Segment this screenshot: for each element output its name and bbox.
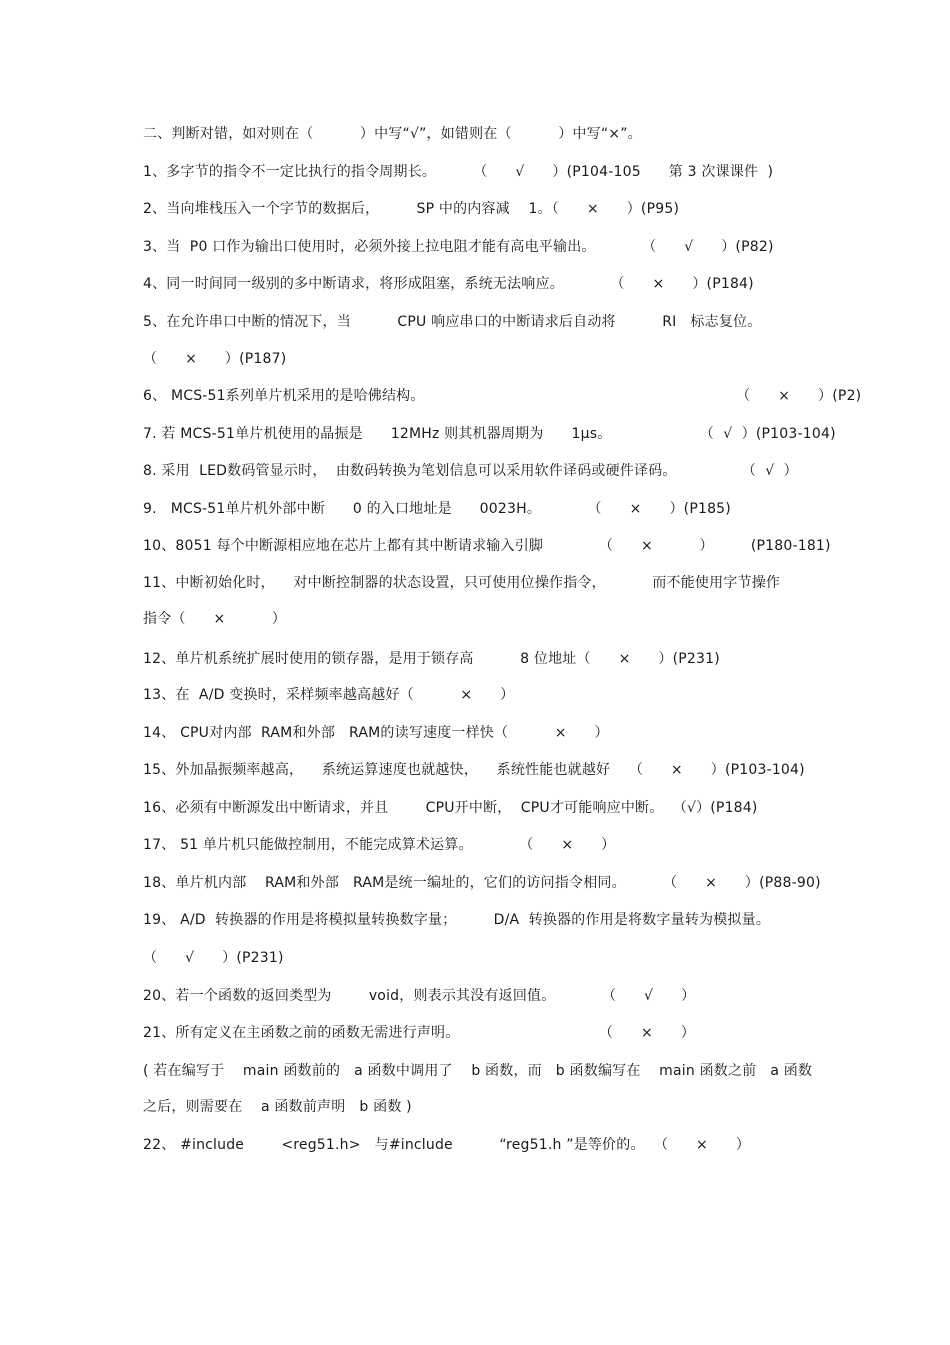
question-12: 12、单片机系统扩展时使用的锁存器，是用于锁存高 8 位地址（ × ）(P231) <box>143 651 720 667</box>
question-4: 4、同一时间同一级别的多中断请求，将形成阻塞，系统无法响应。 （ × ）(P184) <box>143 276 754 292</box>
question-11: 11、中断初始化时， 对中断控制器的状态设置，只可使用位操作指令， 而不能使用字节操作 <box>143 575 781 591</box>
question-16: 16、必须有中断源发出中断请求，并且 CPU开中断， CPU才可能响应中断。 （√）(P184) <box>143 800 758 816</box>
question-20: 20、若一个函数的返回类型为 void，则表示其没有返回值。 （ √ ） <box>143 988 696 1004</box>
section-heading: 二、判断对错，如对则在（ ）中写“√”，如错则在（ ）中写“×”。 <box>143 126 642 142</box>
question-11-continued: 指令（ × ） <box>143 611 287 627</box>
question-5-answer: （ × ）(P187) <box>143 351 287 367</box>
question-19: 19、 A/D 转换器的作用是将模拟量转换数字量； D/A 转换器的作用是将数字量转为模拟量。 <box>143 912 771 928</box>
question-19-answer: （ √ ）(P231) <box>143 950 284 966</box>
question-3: 3、当 P0 口作为输出口使用时，必须外接上拉电阻才能有高电平输出。 （ √ ）(P82) <box>143 239 774 255</box>
question-15: 15、外加晶振频率越高， 系统运算速度也就越快， 系统性能也就越好 （ × ）(P103-104) <box>143 762 805 778</box>
question-18: 18、单片机内部 RAM和外部 RAM是统一编址的，它们的访问指令相同。 （ × ）(P88-90) <box>143 875 821 891</box>
question-5: 5、在允许串口中断的情况下，当 CPU 响应串口的中断请求后自动将 RI 标志复位。 <box>143 314 762 330</box>
question-21-note: ( 若在编写于 main 函数前的 a 函数中调用了 b 函数，而 b 函数编写在 main 函数之前 a 函数 <box>143 1063 813 1079</box>
question-1: 1、多字节的指令不一定比执行的指令周期长。 （ √ ）(P104-105 第 3 次课课件 ) <box>143 164 774 180</box>
question-22: 22、 #include <reg51.h> 与#include “reg51.h ”是等价的。 （ × ） <box>143 1137 751 1153</box>
question-21: 21、所有定义在主函数之前的函数无需进行声明。 （ × ） <box>143 1025 696 1041</box>
question-2: 2、当向堆栈压入一个字节的数据后， SP 中的内容减 1。（ × ）(P95) <box>143 201 680 217</box>
question-10: 10、8051 每个中断源相应地在芯片上都有其中断请求输入引脚 （ × ） (P180-181) <box>143 538 831 554</box>
question-13: 13、在 A/D 变换时，采样频率越高越好（ × ） <box>143 687 515 703</box>
question-21-note-continued: 之后，则需要在 a 函数前声明 b 函数 ) <box>143 1099 412 1115</box>
question-7: 7. 若 MCS-51单片机使用的晶振是 12MHz 则其机器周期为 1μs。 （ √ ）(P103-104) <box>143 426 836 442</box>
question-14: 14、 CPU对内部 RAM和外部 RAM的读写速度一样快（ × ） <box>143 725 609 741</box>
question-6: 6、 MCS-51系列单片机采用的是哈佛结构。 （ × ）(P2) <box>143 388 862 404</box>
question-9: 9. MCS-51单片机外部中断 0 的入口地址是 0023H。 （ × ）(P185) <box>143 501 731 517</box>
question-8: 8. 采用 LED数码管显示时， 由数码转换为笔划信息可以采用软件译码或硬件译码。 （ √ ） <box>143 463 798 479</box>
question-17: 17、 51 单片机只能做控制用，不能完成算术运算。 （ × ） <box>143 837 616 853</box>
